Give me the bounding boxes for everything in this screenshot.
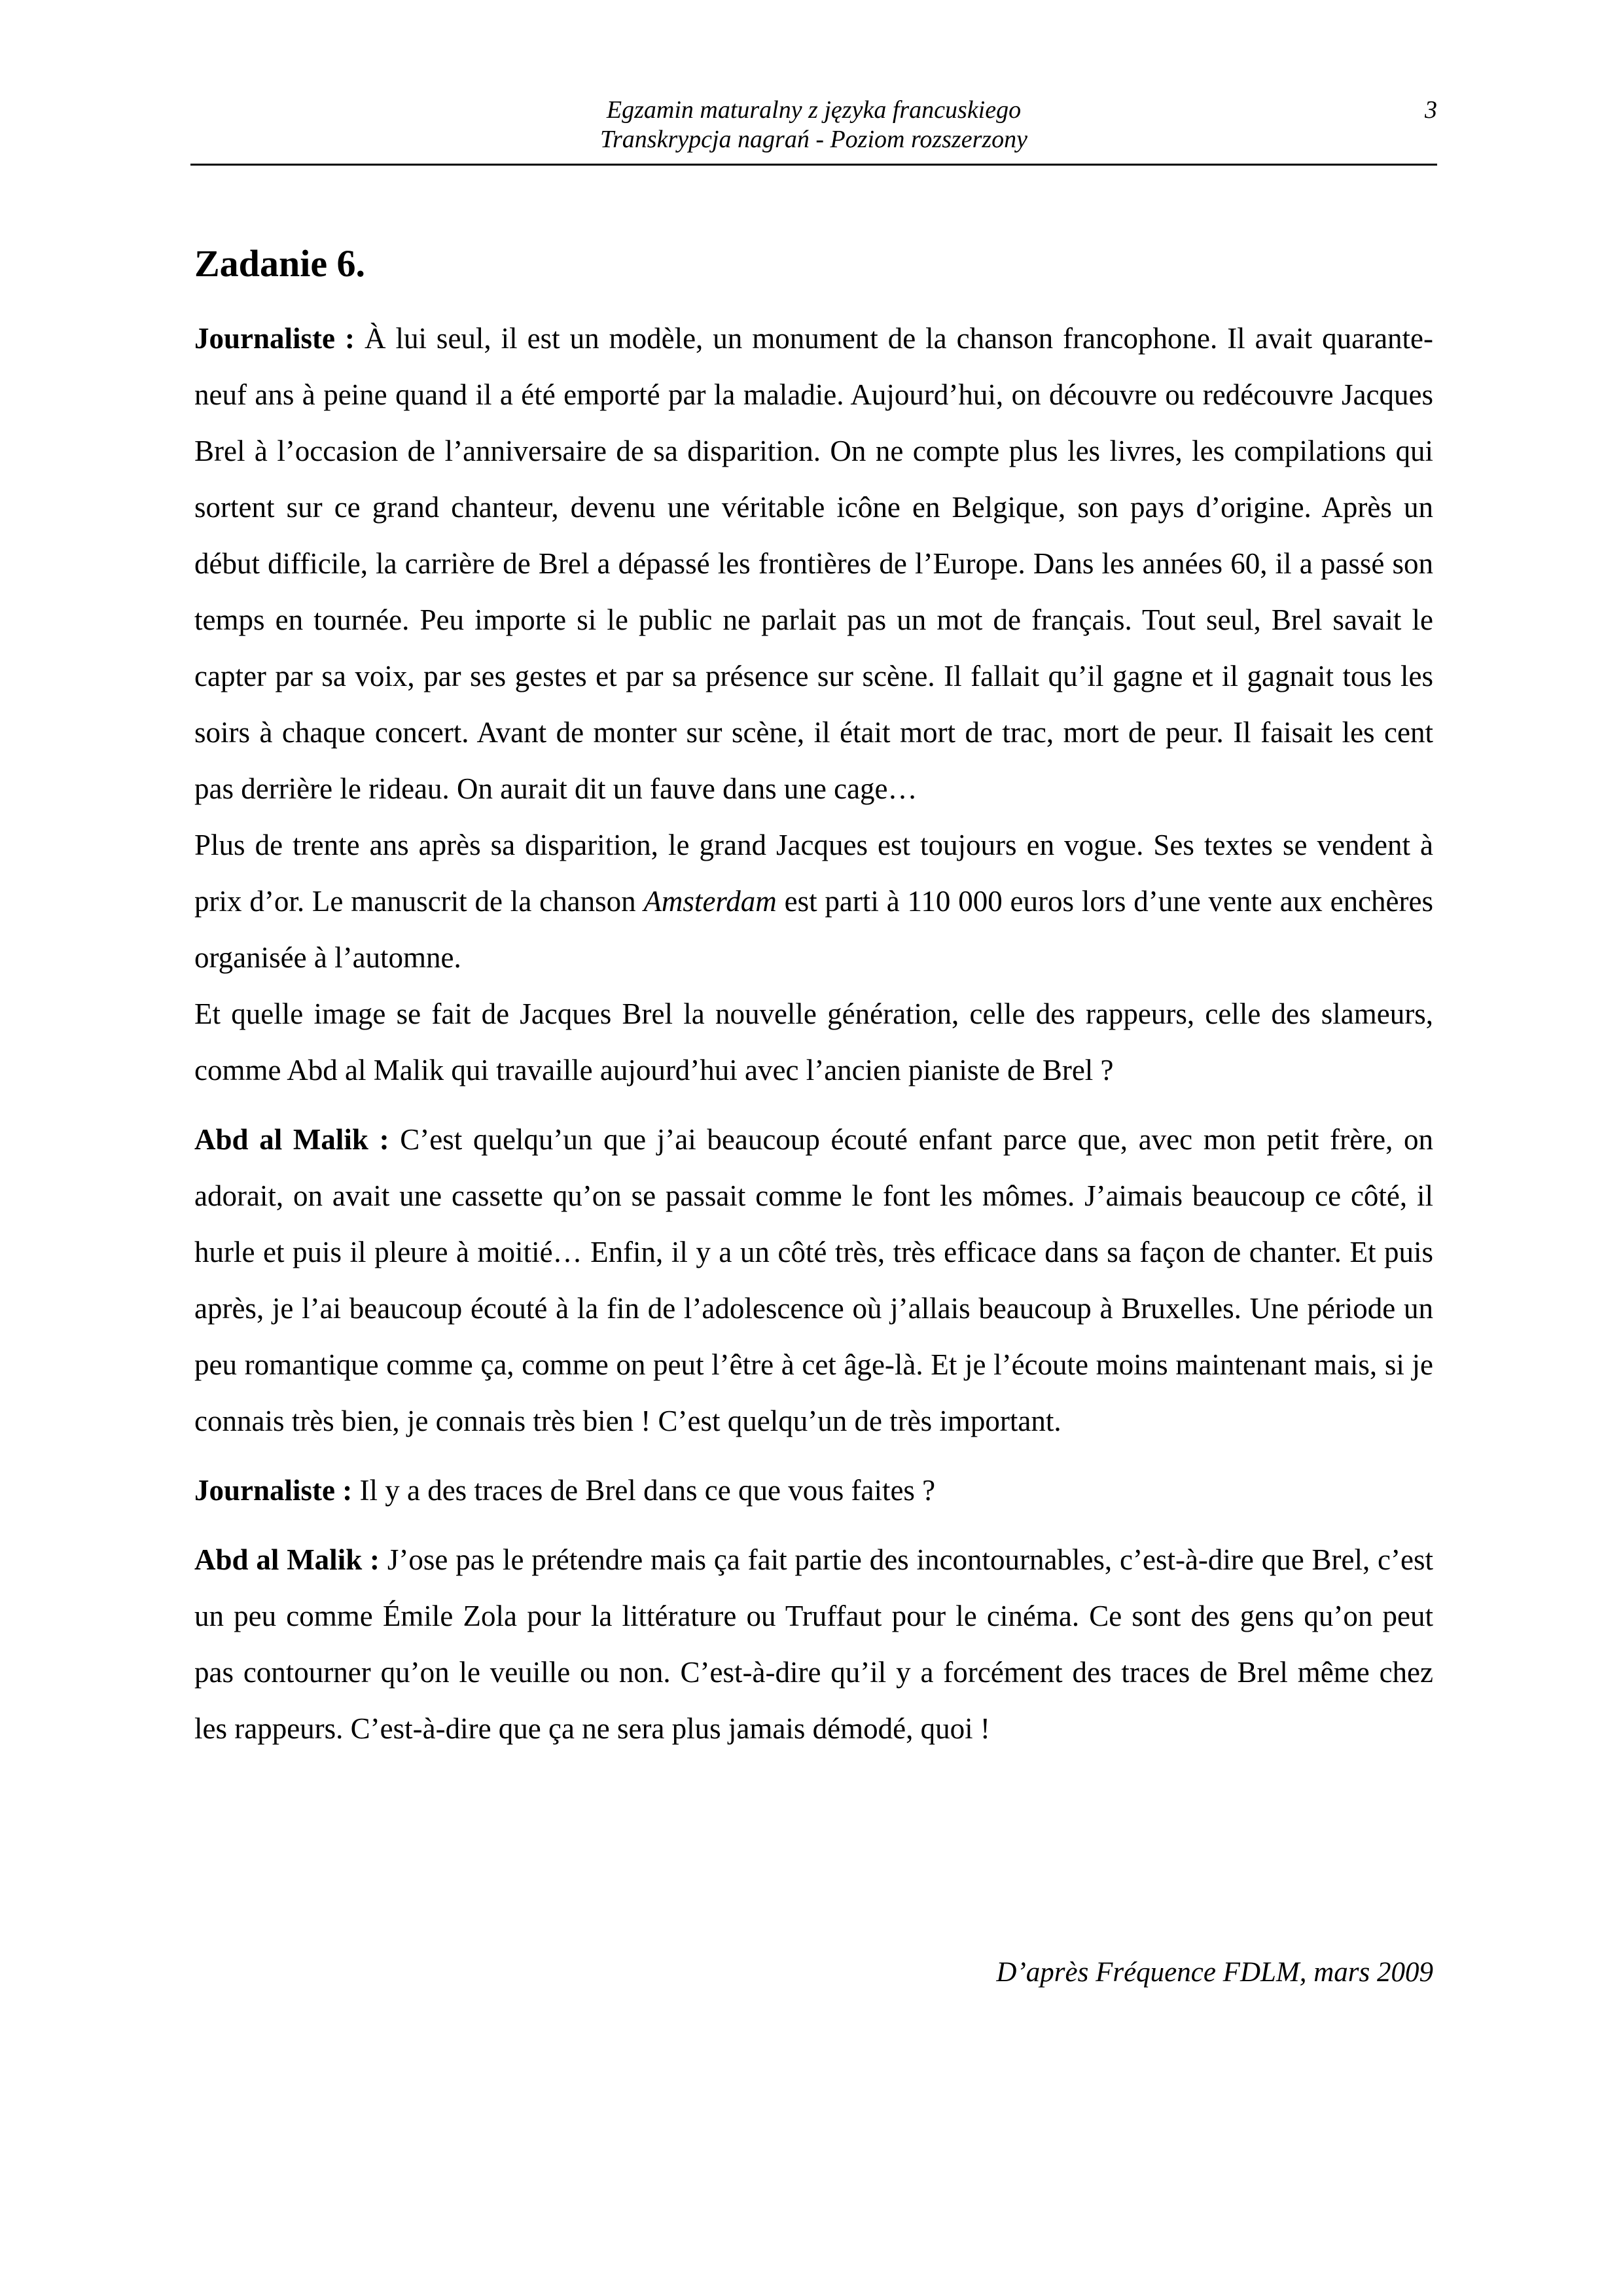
speaker-label: Journaliste : (194, 1474, 353, 1507)
dialogue-paragraph (194, 1532, 1433, 1757)
paragraph-text: Plus de trente ans après sa disparition, le grand Jacques est toujours en vogue. Ses textes se vendent à prix d’or. Le manuscrit de la chanson (194, 829, 1433, 918)
paragraph-text: C’est quelqu’un que j’ai beaucoup écouté enfant parce que, avec mon petit frère, on adorait, on avait une cassette qu’on se passait comme le font les mômes. J’aimais beaucoup ce côté, il hurle et puis il pleure à moitié… Enfin, il y a un côté très, très efficace dans sa façon de chanter. Et puis après, je l’ai beaucoup écouté à la fin de l’adolescence où j’allais beaucoup à Bruxelles. Une période un peu romantique comme ça, comme on peut l’être à cet âge-là. Et je l’écoute moins maintenant mais, si je connais très bien, je connais très bien ! C’est quelqu’un de très important. (194, 1123, 1433, 1437)
source-citation: D’après Fréquence FDLM, mars 2009 (996, 1957, 1433, 1988)
transcript-body (194, 310, 1433, 1757)
dialogue-paragraph (194, 986, 1433, 1098)
song-title: Amsterdam (643, 885, 777, 918)
speaker-label: Abd al Malik : (194, 1123, 389, 1156)
header-transcription-title: Transkrypcja nagrań - Poziom rozszerzony (599, 126, 1028, 153)
page-header (190, 96, 1437, 166)
paragraph-text: Il y a des traces de Brel dans ce que vous faites ? (352, 1474, 936, 1507)
dialogue-paragraph (194, 310, 1433, 817)
speaker-label: Abd al Malik : (194, 1543, 380, 1576)
paragraph-text: est parti à 110 000 euros lors d’une vente aux enchères organisée à l’automne. (194, 885, 1434, 974)
paragraph-text: J’ose pas le prétendre mais ça fait partie des incontournables, c’est-à-dire que Brel, c’est un peu comme Émile Zola pour la littérature ou Truffaut pour le cinéma. Ce sont des gens qu’on peut pas contourner qu’on le veuille ou non. C’est-à-dire qu’il y a forcément des traces de Brel même chez les rappeurs. C’est-à-dire que ça ne sera plus jamais démodé, quoi ! (194, 1543, 1433, 1745)
paragraph-text: À lui seul, il est un modèle, un monument de la chanson francophone. Il avait quarante-neuf ans à peine quand il a été emporté par la maladie. Aujourd’hui, on découvre ou redécouvre Jacques Brel à l’occasion de l’anniversaire de sa disparition. On ne compte plus les livres, les compilations qui sortent sur ce grand chanteur, devenu une véritable icône en Belgique, son pays d’origine. Après un début difficile, la carrière de Brel a dépassé les frontières de l’Europe. Dans les années 60, il a passé son temps en tournée. Peu importe si le public ne parlait pas un mot de français. Tout seul, Brel savait le capter par sa voix, par ses gestes et par sa présence sur scène. Il fallait qu’il gagne et il gagnait tous les soirs à chaque concert. Avant de monter sur scène, il était mort de trac, mort de peur. Il faisait les cent pas derrière le rideau. On aurait dit un fauve dans une cage… (194, 322, 1433, 805)
task-title: Zadanie 6. (194, 242, 366, 285)
page-number: 3 (1425, 96, 1437, 124)
speaker-label: Journaliste : (194, 322, 355, 355)
header-title-block (190, 96, 1437, 154)
dialogue-paragraph (194, 1111, 1433, 1449)
header-exam-title: Egzamin maturalny z języka francuskiego (606, 96, 1022, 124)
dialogue-paragraph (194, 817, 1433, 986)
dialogue-paragraph (194, 1462, 1433, 1518)
paragraph-text: Et quelle image se fait de Jacques Brel la nouvelle génération, celle des rappeurs, celle des slameurs, comme Abd al Malik qui travaille aujourd’hui avec l’ancien pianiste de Brel ? (194, 997, 1433, 1086)
